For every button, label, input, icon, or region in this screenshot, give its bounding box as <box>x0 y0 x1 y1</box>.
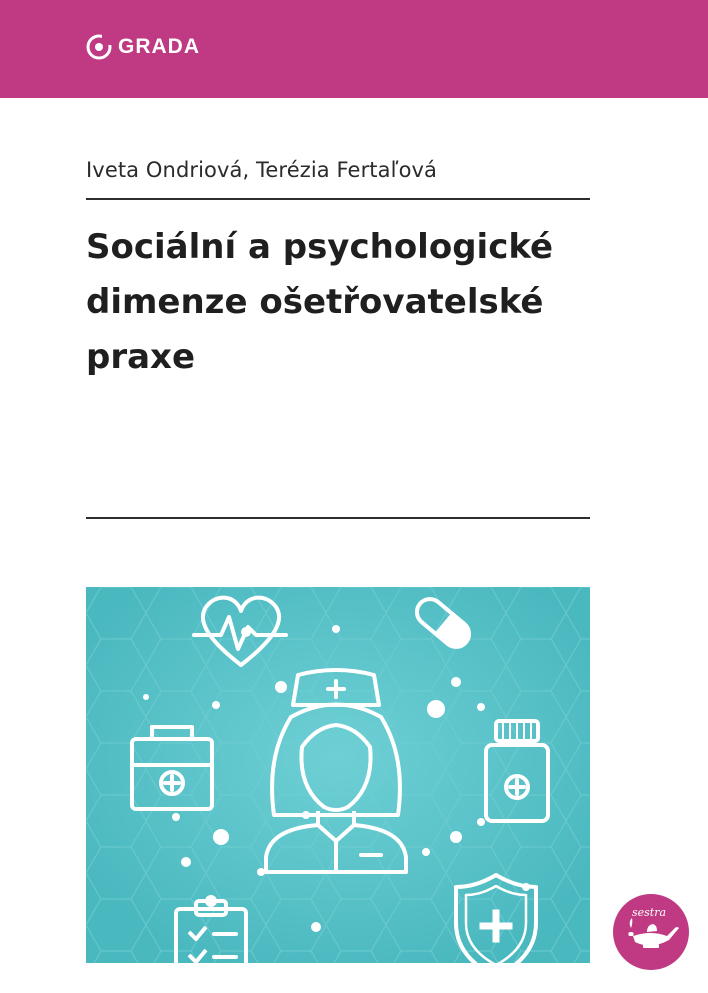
divider-bottom <box>86 517 590 519</box>
book-authors: Iveta Ondriová, Terézia Fertaľová <box>86 158 438 182</box>
publisher-logo <box>86 30 200 64</box>
series-badge-label: sestra <box>632 906 667 919</box>
cover-illustration <box>86 587 590 963</box>
series-badge <box>611 892 691 972</box>
title-line-1: Sociální a psychologické <box>86 227 554 267</box>
book-title <box>86 220 646 385</box>
publisher-name: GRADA <box>118 35 200 58</box>
divider-top <box>86 198 590 200</box>
publisher-band <box>0 0 708 98</box>
title-line-2: dimenze ošetřovatelské <box>86 282 544 322</box>
grada-logo-icon <box>86 34 112 60</box>
title-line-3: praxe <box>86 337 196 377</box>
